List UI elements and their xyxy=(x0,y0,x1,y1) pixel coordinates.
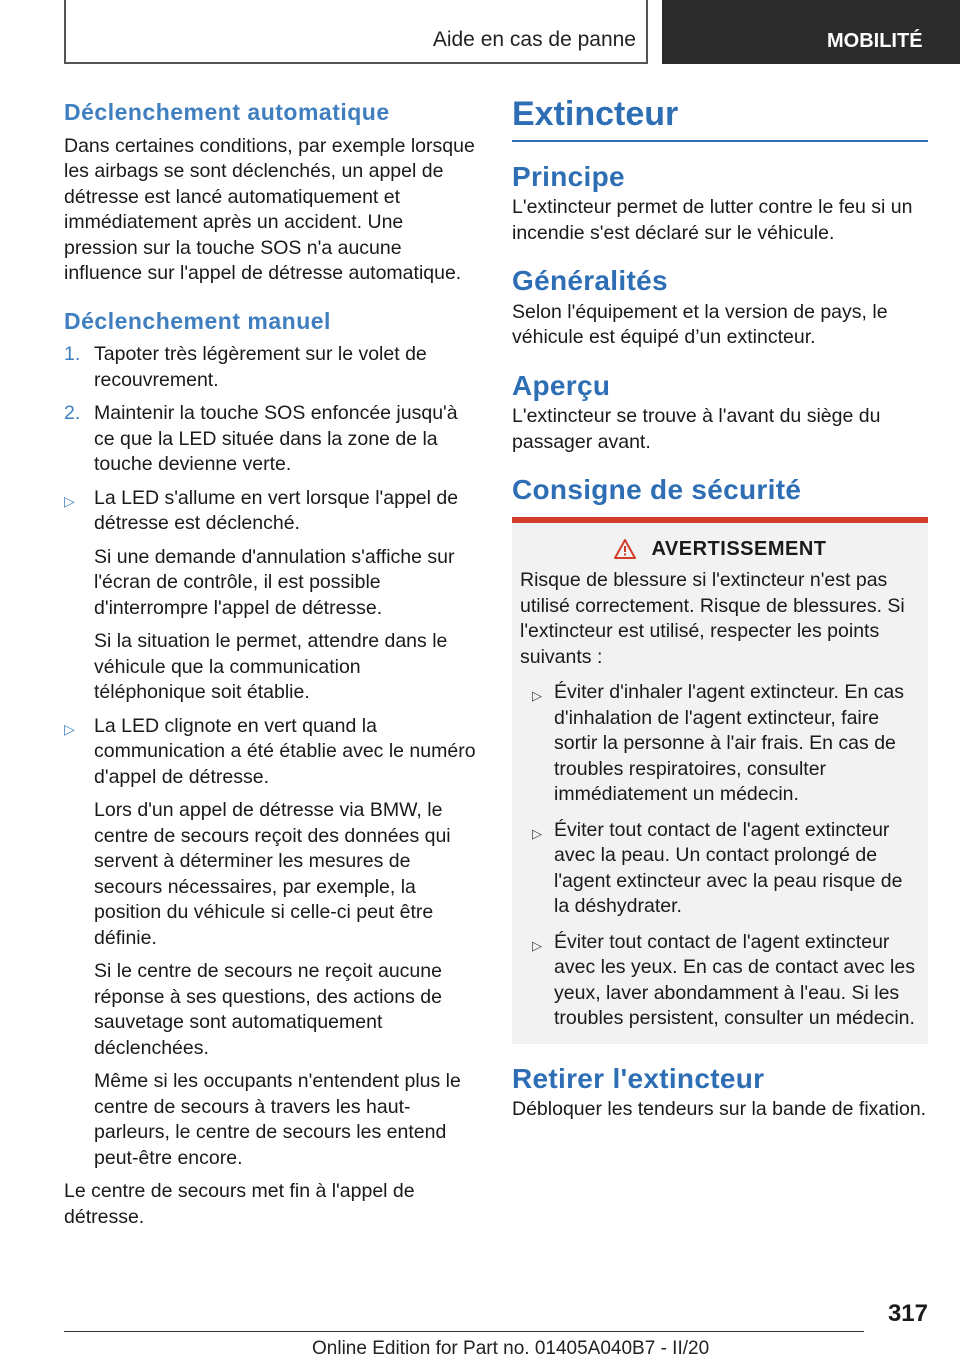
result-note: Si une demande d'annulation s'affiche sur l'écran de contrôle, il est possible d'interrompre l'appel de détresse. xyxy=(94,545,455,619)
footer-edition: Online Edition for Part no. 01405A040B7 - II/20 xyxy=(312,1338,710,1359)
warning-box xyxy=(512,517,928,1044)
warning-item xyxy=(520,930,920,1032)
generalites-heading: Généralités xyxy=(512,265,668,296)
warning-label: AVERTISSEMENT xyxy=(651,537,827,560)
warning-item-text: Éviter tout contact de l'agent extincteur avec la peau. Un contact prolongé de l'agent extincteur avec la peau risque de la déshydrater. xyxy=(554,818,903,917)
warning-item xyxy=(520,818,920,920)
triangle-bullet-icon: ▷ xyxy=(532,688,542,703)
apercu-text: L'extincteur se trouve à l'avant du siège du passager avant. xyxy=(512,405,881,453)
right-column xyxy=(512,95,928,1123)
step-text: Tapoter très légèrement sur le volet de recouvrement. xyxy=(94,343,427,391)
triangle-bullet-icon: ▷ xyxy=(532,937,542,953)
triangle-bullet-icon: ▷ xyxy=(64,492,75,509)
warning-item-text: Éviter d'inhaler l'agent extincteur. En cas d'inhalation de l'agent extincteur, faire sortir la personne à l'air frais. En cas de troubles respiratoires, consulter immédiatement un médecin. xyxy=(554,681,904,805)
triangle-bullet-icon: ▷ xyxy=(64,720,75,737)
result-text: La LED s'allume en vert lorsque l'appel de détresse est déclenché. xyxy=(94,486,459,534)
step-number: 2. xyxy=(64,402,81,424)
result-item xyxy=(64,486,476,537)
header-section-title: Aide en cas de panne xyxy=(432,28,636,51)
warning-item xyxy=(520,680,920,808)
triangle-bullet-icon: ▷ xyxy=(532,825,542,841)
manual-trigger-heading: Déclenchement manuel xyxy=(64,307,331,334)
apercu-heading: Aperçu xyxy=(512,369,611,401)
step-item xyxy=(64,401,476,478)
warning-triangle-icon xyxy=(613,538,637,560)
result-note: Si la situation le permet, attendre dans le véhicule que la communication téléphonique soit établie. xyxy=(94,630,448,703)
result-item xyxy=(64,714,476,791)
warning-header xyxy=(520,537,920,563)
left-column xyxy=(64,100,476,1230)
auto-trigger-heading: Déclenchement automatique xyxy=(64,99,390,125)
page-number: 317 xyxy=(887,1300,928,1327)
generalites-text: Selon l'équipement et la version de pays, le véhicule est équipé d’un extincteur. xyxy=(512,300,888,348)
result-note: Lors d'un appel de détresse via BMW, le centre de secours reçoit des données qui servent à déterminer les mesures de secours nécessaires, par exemple, la position du véhicule si celle-ci peut être définie. xyxy=(94,799,451,949)
page-title: Extincteur xyxy=(512,102,928,142)
remove-heading: Retirer l'extincteur xyxy=(512,1062,765,1094)
auto-trigger-text: Dans certaines conditions, par exemple lorsque les airbags se sont déclenchés, un appel de détresse est lancé automatiquement et immédiatement après un accident. Une pression sur la touche SOS n'a aucune influence sur l'appel de détresse automatique. xyxy=(64,134,475,284)
warning-text: Risque de blessure si l'extincteur n'est pas utilisé correctement. Risque de blessures. Si l'extincteur est utilisé, respecter les points suivants : xyxy=(520,569,905,668)
principe-text: L'extincteur permet de lutter contre le feu si un incendie s'est déclaré sur le véhicule. xyxy=(512,196,913,244)
footer-divider xyxy=(64,1331,864,1332)
result-text: La LED clignote en vert quand la communication a été établie avec le numéro d'appel de détresse. xyxy=(94,714,476,788)
warning-item-text: Éviter tout contact de l'agent extincteur avec les yeux. En cas de contact avec les yeux, laver abondamment à l'eau. Si les troubles persistent, consulter un médecin. xyxy=(554,930,915,1029)
principe-heading: Principe xyxy=(512,160,625,192)
step-text: Maintenir la touche SOS enfoncée jusqu'à ce que la LED située dans la zone de la touche devienne verte. xyxy=(94,402,458,475)
result-note: Même si les occupants n'entendent plus le centre de secours à travers les haut-parleurs, le centre de secours les entend peut-être encore. xyxy=(94,1070,461,1169)
safety-heading: Consigne de sécurité xyxy=(512,474,802,505)
remove-text: Débloquer les tendeurs sur la bande de fixation. xyxy=(512,1098,927,1120)
closing-text: Le centre de secours met fin à l'appel de détresse. xyxy=(64,1180,415,1228)
step-item xyxy=(64,342,476,393)
result-note: Si le centre de secours ne reçoit aucune réponse à ses questions, des actions de sauvetage sont automatiquement déclenchées. xyxy=(94,960,442,1059)
step-number: 1. xyxy=(64,343,81,365)
header-chapter-tab[interactable]: MOBILITÉ xyxy=(662,0,960,64)
